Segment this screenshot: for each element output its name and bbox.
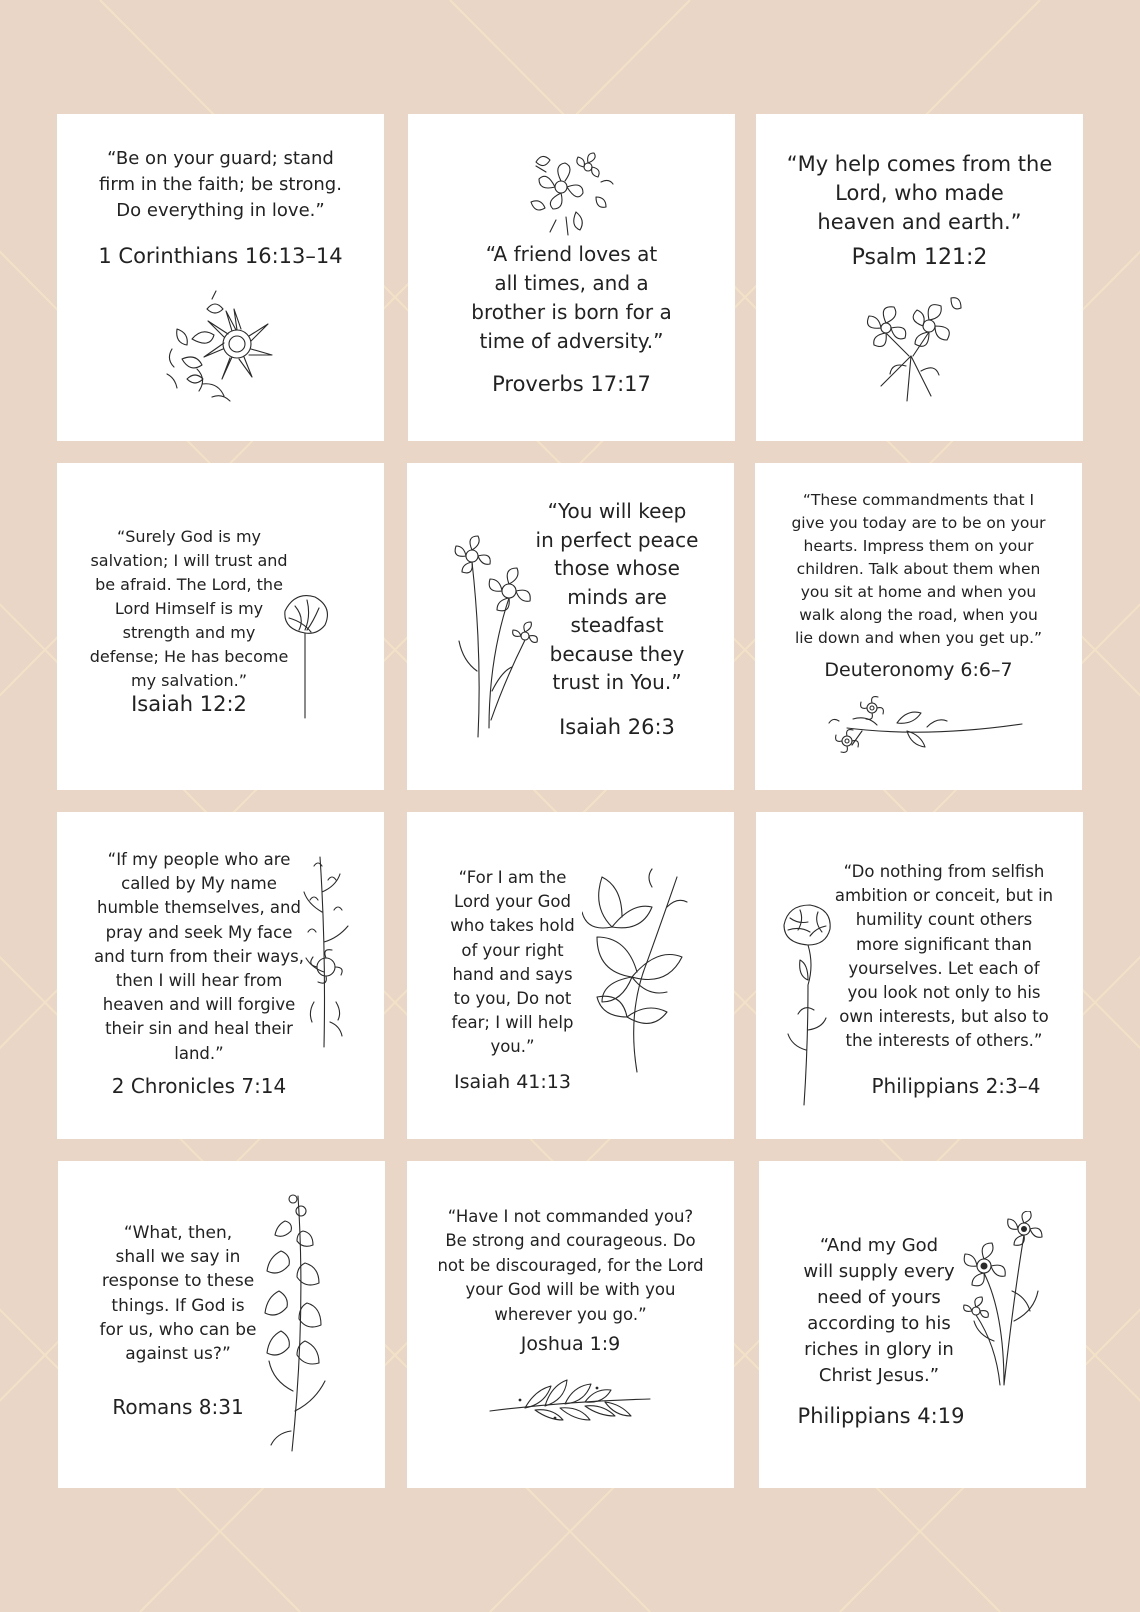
flower-cluster-icon [516,142,616,237]
wild-rose-bouquet-icon [851,286,971,404]
verse-quote: “Be on your guard; stand firm in the faith; be strong. Do everything in love.” [99,148,342,221]
verse-quote: “Do nothing from selfish ambition or conceit, but in humility count others more significant than yourselves. Let each of you look not only to his own interests, but also to the interests of others.” [834,862,1054,1051]
floral-sprig-icon [817,693,1027,758]
verse-card [408,114,735,441]
verse-card [58,1161,385,1488]
magnolia-branch-icon [582,867,692,1077]
verse-quote: “And my God will supply every need of yours according to his riches in glory in Christ Jesus.” [803,1235,955,1386]
verse-quote: “Have I not commanded you? Be strong and courageous. Do not be discouraged, for the Lord your God will be with you wherever you go.” [437,1207,704,1324]
cosmos-bouquet-icon [954,1211,1054,1391]
verse-quote: “You will keep in perfect peace those whose minds are steadfast because they trust in You.” [535,499,699,694]
verse-card [756,812,1083,1139]
verse-reference: Isaiah 12:2 [131,692,247,716]
verse-quote: “My help comes from the Lord, who made heaven and earth.” [786,152,1053,234]
verse-reference: Romans 8:31 [112,1395,244,1419]
verse-reference: Deuteronomy 6:6–7 [824,659,1013,681]
verse-reference: Joshua 1:9 [520,1333,621,1355]
verse-quote: “Surely God is my salvation; I will trust and be afraid. The Lord, the Lord Himself is my strength and my defense; He has become my salvation.” [89,527,289,690]
verse-card [57,463,384,790]
verse-reference: Isaiah 41:13 [454,1071,571,1093]
foxglove-icon [263,1191,333,1453]
verse-card [57,812,384,1139]
verse-card [756,114,1083,441]
verse-quote: “If my people who are called by My name humble themselves, and pray and seek My face and turn from their ways, then I will hear from heaven and will forgive their sin and heal their land.” [94,850,304,1063]
verse-card [407,812,734,1139]
wildflower-spray-icon [300,852,355,1052]
verse-reference: Philippians 2:3–4 [871,1074,1041,1098]
verse-reference: Proverbs 17:17 [492,372,651,396]
verse-quote: “These commandments that I give you today are to be on your hearts. Impress them on your children. Talk about them when you sit at home and when you walk along the road, when you lie down and when you get up.” [791,491,1046,647]
verse-reference: Isaiah 26:3 [559,715,675,739]
verse-quote: “A friend loves at all times, and a brother is born for a time of adversity.” [471,242,672,353]
verse-quote: “What, then, shall we say in response to these things. If God is for us, who can be against us?” [99,1223,257,1365]
verse-reference: 2 Chronicles 7:14 [111,1074,287,1098]
verse-card [755,463,1082,790]
verse-reference: 1 Corinthians 16:13–14 [98,244,343,268]
verse-card [407,463,734,790]
carnation-stem-icon [778,900,838,1110]
verse-card [407,1161,734,1488]
leaf-branch-icon [485,1376,655,1431]
verse-quote: “For I am the Lord your God who takes hold of your right hand and says to you, Do not fear; I will help you.” [450,868,575,1057]
verse-card [57,114,384,441]
verse-reference: Philippians 4:19 [797,1404,965,1428]
verse-reference: Psalm 121:2 [851,245,988,270]
verse-card [759,1161,1086,1488]
peony-stem-icon [277,588,332,723]
sunflower-bouquet-icon [152,289,287,409]
